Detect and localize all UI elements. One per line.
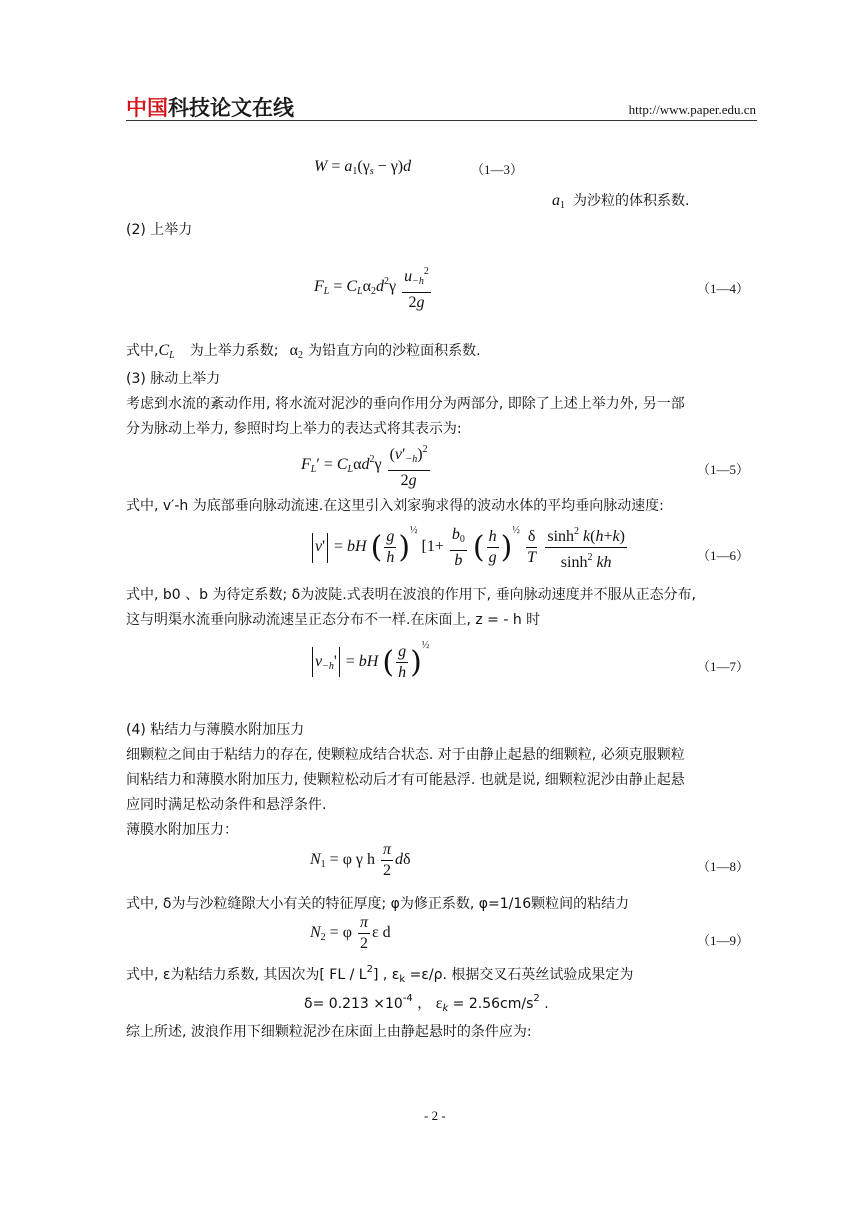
section-3-heading: (3) 脉动上举力: [126, 371, 221, 387]
equation-1-9: N2 = φ $\frac{\pi}{2}$ ε d: [310, 914, 391, 952]
constant-values-line: $\delta= 0.213 \times 10^{-4}$ ， $\varepsilon_k = 2.56cm/s^2$ .: [304, 993, 549, 1014]
section-2-heading: (2) 上举力: [126, 222, 193, 238]
equation-number-1-7: （1—7）: [697, 659, 750, 674]
section-4-heading: (4) 粘结力与薄膜水附加压力: [126, 722, 305, 738]
equation-number-1-9: （1—9）: [697, 933, 750, 948]
equation-1-5: $F_L' = C_L\alpha d^2\gamma$ $\frac{(v'_{-h})^2}{2g}$: [301, 440, 432, 491]
equation-number-1-8: （1—8）: [697, 859, 750, 874]
equation-1-6: v' = bH ( $\frac{g}{h}$ )$^{\frac{1}{2}}$ [1+ $\frac{b0}{b}$ ( $\frac{h}{g}$ )$^{\frac{1}{2}}$ $\frac{\delta}{T}$ $\frac{\sinh^2 k(h+k)}{\sinh^2 kh}$: [310, 522, 629, 573]
paragraph-3-line-1: 考虑到水流的紊动作用, 将水流对泥沙的垂向作用分为两部分, 即除了上述上举力外, 另一部: [126, 396, 685, 412]
logo-red-text: 中国: [126, 96, 168, 120]
equation-1-8: N1 = φ γ h $\frac{\pi}{2}$ dδ: [310, 841, 411, 879]
paragraph-3-line-2: 分为脉动上举力, 参照时均上举力的表达式将其表示为:: [126, 421, 462, 437]
film-pressure-label: 薄膜水附加压力：: [126, 822, 238, 838]
logo-black-text: 科技论文在线: [168, 96, 294, 120]
page-number: - 2 -: [424, 1108, 446, 1123]
a1-description: a1 为沙粒的体积系数.: [552, 192, 690, 211]
conclusion-line: 综上所述, 波浪作用下细颗粒泥沙在床面上由静起悬时的条件应为:: [126, 1024, 532, 1040]
equation-number-1-5: （1—5）: [697, 462, 750, 477]
equation-number-1-6: （1—6）: [697, 548, 750, 563]
b0-description-line-1: 式中, b0 、b 为待定系数; δ为波陡.式表明在波浪的作用下, 垂向脉动速度并不服从正态分布,: [126, 587, 697, 603]
paragraph-4-line-1: 细颗粒之间由于粘结力的存在, 使颗粒成结合状态. 对于由静止起悬的细颗粒, 必须克服颗粒: [126, 747, 685, 763]
journal-logo: [126, 92, 294, 122]
equation-number-1-4: （1—4）: [697, 281, 750, 296]
b0-description-line-2: 这与明渠水流垂向脉动流速呈正态分布不一样.在床面上, z = - h 时: [126, 612, 541, 628]
delta-description-line: 式中, δ为与沙粒缝隙大小有关的特征厚度; φ为修正系数, φ=1/16颗粒间的粘结力: [126, 896, 630, 912]
header-divider: [126, 120, 757, 121]
header-url[interactable]: http://www.paper.edu.cn: [628, 102, 756, 117]
equation-1-4: $F_L = C_L\alpha 2d^2\gamma$ $\frac{u_{-h}^2}{2g}$: [314, 262, 433, 313]
equation-1-3: $W = a1(\gamma_s - \gamma)d$: [314, 158, 412, 177]
paragraph-4-line-3: 应同时满足松动条件和悬浮条件.: [126, 797, 327, 813]
epsilon-description-line: 式中, ε为粘结力系数, 其因次为[ FL / $L^2$] , $\varepsilon_k =\varepsilon/\rho$. 根据交叉石英丝试验成果定为: [126, 964, 634, 985]
equation-1-7: $v_{-h}'$ = bH ( $\frac{g}{h}$ )$^{\frac{1}{2}}$: [310, 640, 429, 683]
cl-description-line: 式中$,C_L$ 为上举力系数; α2 为铅直方向的沙粒面积系数.: [126, 342, 481, 361]
paragraph-4-line-2: 间粘结力和薄膜水附加压力, 使颗粒松动后才有可能悬浮. 也就是说, 细颗粒泥沙由静止起悬: [126, 772, 685, 788]
vertical-velocity-line: 式中, v′-h 为底部垂向脉动流速.在这里引入刘家驹求得的波动水体的平均垂向脉动速度:: [126, 498, 664, 514]
equation-number-1-3: （1—3）: [471, 162, 524, 177]
